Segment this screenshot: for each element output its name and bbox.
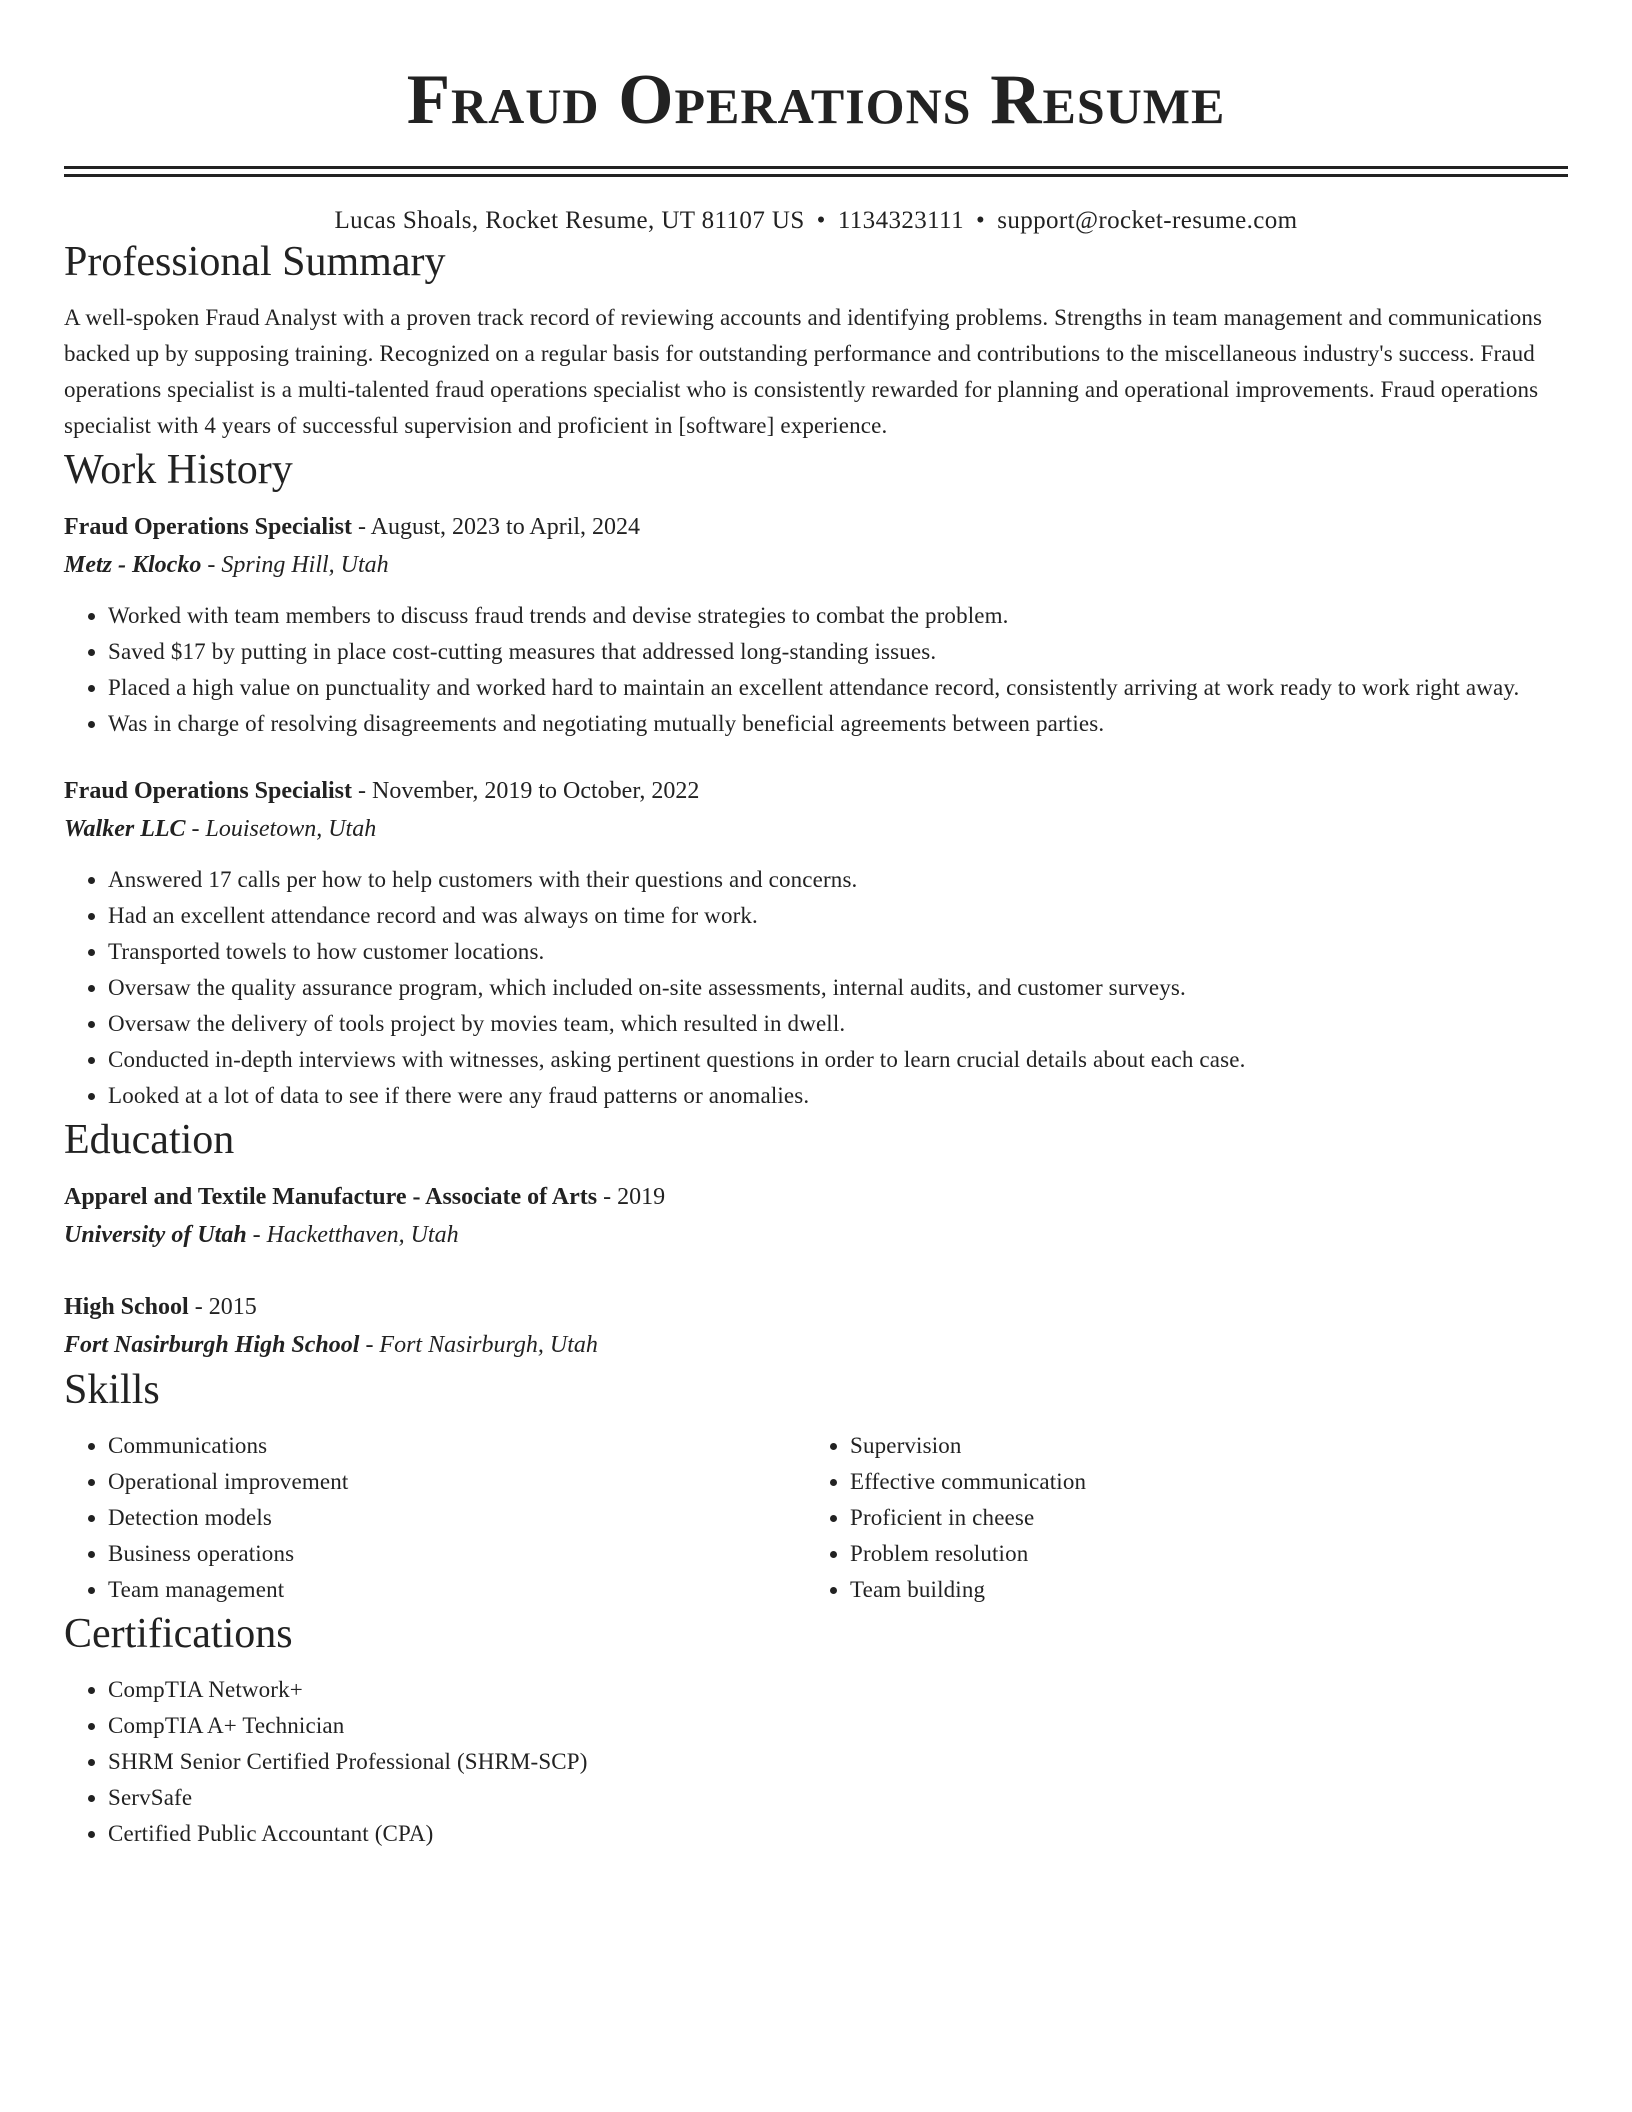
job-company: Metz - Klocko [64, 552, 202, 578]
contact-separator: • [976, 207, 986, 234]
list-item: • ServSafe [108, 1780, 1568, 1816]
section-heading-education: Education [64, 1117, 235, 1163]
skills-column-right [806, 1428, 1086, 1608]
skills-column-left [64, 1428, 806, 1608]
list-item: • Conducted in-depth interviews with witnesses, asking pertinent questions in order to learn crucial details about each case. [108, 1042, 1568, 1078]
contact-separator: • [816, 207, 826, 234]
list-item: • Supervision [850, 1428, 1086, 1464]
section-heading-certifications: Certifications [64, 1611, 293, 1657]
list-item: • Transported towels to how customer locations. [108, 934, 1568, 970]
job-entry [64, 508, 1568, 742]
job-role: Fraud Operations Specialist [64, 514, 353, 540]
job-title-line [64, 772, 1568, 810]
section-heading-work-history: Work History [64, 447, 293, 493]
job-location: - Louisetown, Utah [185, 816, 377, 842]
job-location: - Spring Hill, Utah [201, 552, 389, 578]
job-title-line [64, 508, 1568, 546]
contact-address: Lucas Shoals, Rocket Resume, UT 81107 US [334, 207, 805, 234]
list-item: • Looked at a lot of data to see if there were any fraud patterns or anomalies. [108, 1078, 1568, 1114]
contact-email: support@rocket-resume.com [997, 207, 1298, 234]
contact-phone: 1134323111 [837, 207, 965, 234]
list-item: • Operational improvement [108, 1464, 806, 1500]
school-location: - Hacketthaven, Utah [246, 1222, 459, 1248]
degree: Apparel and Textile Manufacture - Associate of Arts [64, 1184, 598, 1210]
education-entry [64, 1178, 1568, 1254]
list-item: • Business operations [108, 1536, 806, 1572]
summary-paragraph: A well-spoken Fraud Analyst with a proven track record of reviewing accounts and identifying problems. Strengths in team management and communications backed up by supposing training. Recognized on a regular basis for outstanding performance and contributions to the miscellaneous industry's success. Fraud operations specialist is a multi-talented fraud operations specialist who is consistently rewarded for planning and operational improvements. Fraud operations specialist with 4 years of successful supervision and proficient in [software] experience. [64, 305, 1543, 438]
degree-year: - 2019 [597, 1184, 666, 1210]
job-entry [64, 772, 1568, 1114]
degree: High School [64, 1294, 189, 1320]
education-entry [64, 1288, 1568, 1364]
job-bullets [64, 862, 1568, 1114]
job-role: Fraud Operations Specialist [64, 778, 353, 804]
resume-title: Fraud Operations Resume [406, 61, 1226, 139]
list-item: • SHRM Senior Certified Professional (SHRM-SCP) [108, 1744, 1568, 1780]
job-dates: - November, 2019 to October, 2022 [352, 778, 700, 804]
section-heading-summary: Professional Summary [64, 239, 446, 285]
list-item: • Team building [850, 1572, 1086, 1608]
list-item: • Detection models [108, 1500, 806, 1536]
section-heading-skills: Skills [64, 1367, 160, 1413]
school-line [64, 1216, 1568, 1254]
job-bullets [64, 598, 1568, 742]
school-line [64, 1326, 1568, 1364]
list-item: • Saved $17 by putting in place cost-cutting measures that addressed long-standing issues. [108, 634, 1568, 670]
school-name: Fort Nasirburgh High School [64, 1332, 360, 1358]
list-item: • Was in charge of resolving disagreements and negotiating mutually beneficial agreements between parties. [108, 706, 1568, 742]
skills-grid [64, 1428, 1568, 1608]
list-item: • Answered 17 calls per how to help customers with their questions and concerns. [108, 862, 1568, 898]
list-item: • Problem resolution [850, 1536, 1086, 1572]
job-company-line [64, 810, 1568, 848]
school-location: - Fort Nasirburgh, Utah [359, 1332, 598, 1358]
degree-line [64, 1288, 1568, 1326]
job-company: Walker LLC [64, 816, 186, 842]
list-item: • Team management [108, 1572, 806, 1608]
list-item: • Placed a high value on punctuality and worked hard to maintain an excellent attendance record, consistently arriving at work ready to work right away. [108, 670, 1568, 706]
certifications-list [64, 1672, 1568, 1852]
degree-line [64, 1178, 1568, 1216]
list-item: • Oversaw the delivery of tools project by movies team, which resulted in dwell. [108, 1006, 1568, 1042]
job-company-line [64, 546, 1568, 584]
contact-line [64, 206, 1568, 236]
job-dates: - August, 2023 to April, 2024 [352, 514, 641, 540]
list-item: • Proficient in cheese [850, 1500, 1086, 1536]
list-item: • Oversaw the quality assurance program, which included on-site assessments, internal audits, and customer surveys. [108, 970, 1568, 1006]
degree-year: - 2015 [188, 1294, 257, 1320]
list-item: • Certified Public Accountant (CPA) [108, 1816, 1568, 1852]
list-item: • CompTIA Network+ [108, 1672, 1568, 1708]
school-name: University of Utah [64, 1222, 247, 1248]
list-item: • CompTIA A+ Technician [108, 1708, 1568, 1744]
list-item: • Had an excellent attendance record and was always on time for work. [108, 898, 1568, 934]
title-double-rule [64, 166, 1568, 177]
list-item: • Effective communication [850, 1464, 1086, 1500]
list-item: • Worked with team members to discuss fraud trends and devise strategies to combat the problem. [108, 598, 1568, 634]
list-item: • Communications [108, 1428, 806, 1464]
